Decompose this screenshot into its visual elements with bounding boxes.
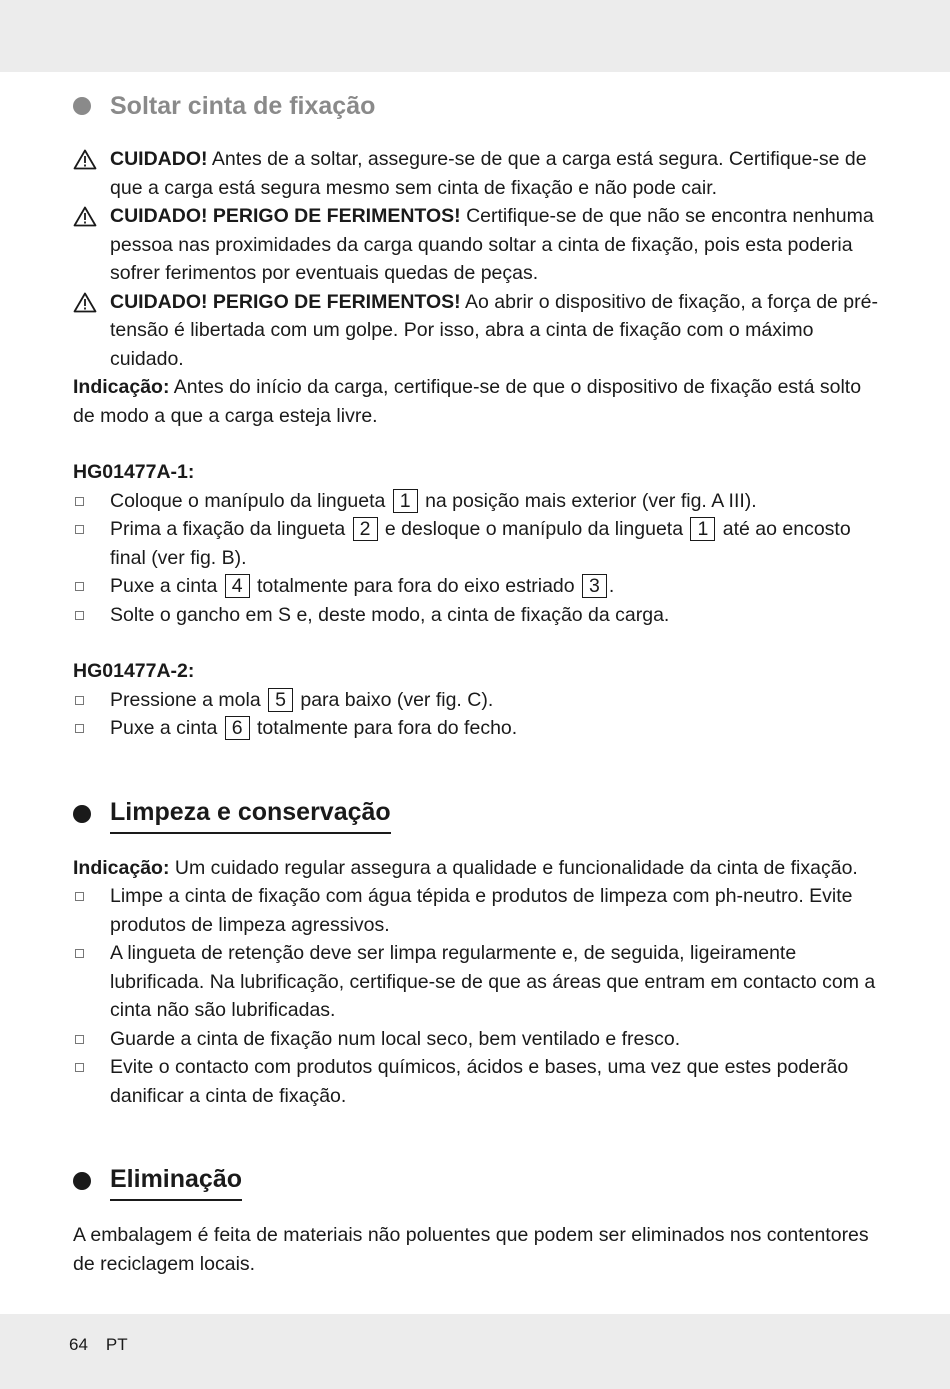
item-text: Limpe a cinta de fixação com água tépida e produtos de limpeza com ph-neutro. Evite produtos de limpeza agressivos. — [110, 885, 853, 936]
part-number: 3 — [582, 574, 607, 598]
step-text: Prima a fixação da lingueta — [110, 518, 351, 540]
warning-text: Certifique-se de que não se encontra nenhuma pessoa nas proximidades da carga quando soltar a cinta de fixação, pois esta poderia sofrer ferimentos por eventuais quedas de peças. — [110, 205, 874, 284]
warning-triangle-icon — [73, 149, 97, 170]
list-item — [73, 515, 881, 572]
part-number: 1 — [393, 489, 418, 513]
list-item — [73, 572, 881, 601]
note-paragraph — [73, 373, 881, 430]
part-number: 4 — [225, 574, 250, 598]
part-number: 6 — [225, 716, 250, 740]
warning-paragraph — [73, 202, 881, 288]
section-heading-eliminacao — [73, 1161, 881, 1201]
step-text: e desloque o manípulo da lingueta — [379, 518, 689, 540]
list-item — [73, 939, 881, 1025]
note-paragraph — [73, 854, 881, 883]
note-label: Indicação: — [73, 856, 170, 879]
model-subheading: HG01477A-1: — [73, 461, 195, 483]
part-number: 1 — [690, 517, 715, 541]
checkbox-bullet-icon — [75, 497, 84, 506]
warning-paragraph — [73, 288, 881, 374]
part-number: 5 — [268, 688, 293, 712]
step-text: totalmente para fora do fecho. — [251, 717, 518, 739]
checkbox-bullet-icon — [75, 724, 84, 733]
page-footer — [69, 1333, 146, 1357]
checkbox-bullet-icon — [75, 582, 84, 591]
item-text: A lingueta de retenção deve ser limpa regularmente e, de seguida, ligeiramente lubrificada. Na lubrificação, certifique-se de que as áreas que entram em contacto com a cinta não são lubrificadas. — [110, 942, 876, 1021]
page-content — [73, 88, 881, 1278]
warning-label: CUIDADO! PERIGO DE FERIMENTOS! — [110, 205, 461, 227]
checkbox-bullet-icon — [75, 611, 84, 620]
section-heading-soltar — [73, 88, 881, 124]
checkbox-bullet-icon — [75, 1063, 84, 1072]
checkbox-bullet-icon — [75, 892, 84, 901]
list-item — [73, 882, 881, 939]
warning-label: CUIDADO! — [110, 148, 208, 170]
checkbox-bullet-icon — [75, 696, 84, 705]
checkbox-bullet-icon — [75, 949, 84, 958]
checkbox-bullet-icon — [75, 1035, 84, 1044]
section-title: Limpeza e conservação — [110, 794, 391, 834]
list-item — [73, 1053, 881, 1110]
part-number: 2 — [353, 517, 378, 541]
warning-text: Ao abrir o dispositivo de fixação, a força de pré-tensão é libertada com um golpe. Por isso, abra a cinta de fixação com o máximo cuidado. — [110, 290, 878, 370]
step-text: Puxe a cinta — [110, 717, 223, 739]
warning-triangle-icon — [73, 292, 97, 313]
note-text: Antes do início da carga, certifique-se de que o dispositivo de fixação está solto de modo a que a carga esteja livre. — [73, 376, 862, 427]
step-text: Solte o gancho em S e, deste modo, a cinta de fixação da carga. — [110, 603, 670, 626]
step-text: Coloque o manípulo da lingueta — [110, 489, 391, 512]
step-text: para baixo (ver fig. C). — [294, 688, 494, 711]
note-text: Um cuidado regular assegura a qualidade e funcionalidade da cinta de fixação. — [169, 856, 858, 879]
list-item — [73, 487, 881, 516]
step-text: . — [608, 575, 615, 597]
warning-paragraph — [73, 145, 881, 202]
bullet-dot-icon — [73, 97, 91, 115]
checkbox-bullet-icon — [75, 525, 84, 534]
page-number: 64 — [69, 1335, 88, 1354]
section-title: Soltar cinta de fixação — [110, 92, 376, 120]
model-subheading: HG01477A-2: — [73, 660, 195, 682]
step-text: até ao encosto final (ver fig. B). — [110, 518, 851, 569]
step-text: totalmente para fora do eixo estriado — [251, 575, 581, 597]
disposal-paragraph: A embalagem é feita de materiais não poluentes que podem ser eliminados nos contentores de reciclagem locais. — [73, 1224, 869, 1275]
warning-label: CUIDADO! PERIGO DE FERIMENTOS! — [110, 290, 461, 313]
top-band — [0, 0, 950, 72]
list-item — [73, 1025, 881, 1054]
section-title: Eliminação — [110, 1161, 242, 1201]
bullet-dot-icon — [73, 805, 91, 823]
bullet-dot-icon — [73, 1172, 91, 1190]
language-code: PT — [105, 1335, 128, 1354]
step-text: Pressione a mola — [110, 688, 267, 711]
warning-triangle-icon — [73, 206, 97, 227]
warning-text: Antes de a soltar, assegure-se de que a carga está segura. Certifique-se de que a carga está segura mesmo sem cinta de fixação e não pode cair. — [110, 148, 867, 199]
list-item — [73, 686, 881, 715]
section-heading-limpeza — [73, 794, 881, 834]
step-text: Puxe a cinta — [110, 575, 223, 597]
list-item — [73, 714, 881, 743]
list-item — [73, 601, 881, 630]
item-text: Guarde a cinta de fixação num local seco, bem ventilado e fresco. — [110, 1027, 681, 1050]
step-text: na posição mais exterior (ver fig. A III). — [419, 489, 757, 512]
note-label: Indicação: — [73, 376, 170, 398]
item-text: Evite o contacto com produtos químicos, ácidos e bases, uma vez que estes poderão danificar a cinta de fixação. — [110, 1056, 849, 1107]
